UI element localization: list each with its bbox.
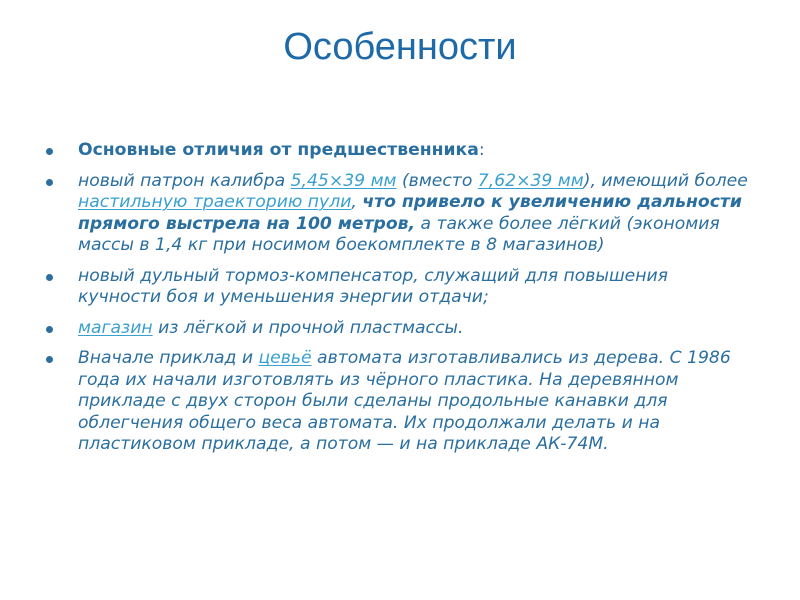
bullet-text: : [478,140,485,160]
slide-title: Особенности [283,26,517,68]
bullet-item [46,171,756,257]
bullet-dot-icon [46,148,53,155]
bullet-list [46,140,756,456]
bullet-dot-icon [46,326,53,333]
bullet-text: новый дульный тормоз-компенсатор, служащий для повышения кучности боя и уменьшения энергии отдачи; [78,265,669,307]
forend-link[interactable]: цевьё [258,348,312,368]
bullet-text: , [351,192,363,212]
bullet-text: Основные отличия от предшественника [78,140,479,160]
bullet-text: из лёгкой и прочной пластмассы. [152,317,464,338]
bullet-text: а также более лёгкий (экономия массы в 1,4 кг при носимом боекомплекте в 8 магазинов) [78,213,720,255]
bullet-item [46,318,756,340]
bullet-dot-icon [46,274,53,281]
bullet-text: ), имеющий более [583,170,748,191]
caliber-link[interactable]: 5,45×39 мм [290,170,397,191]
bullet-dot-icon [46,356,53,363]
bullet-item [46,266,756,309]
magazine-link[interactable]: магазин [78,317,153,338]
old-caliber-link[interactable]: 7,62×39 мм [477,170,584,191]
bullet-item [46,348,756,456]
trajectory-link[interactable]: настильную траекторию пули [78,192,352,212]
bullet-text: новый патрон калибра [78,170,291,191]
bullet-text: (вместо [396,170,478,191]
bullet-text: автомата изготавливались из дерева. С 1986 года их начали изготовлять из чёрного пластика. На деревянном прикладе с двух сторон были сделаны продольные канавки для облегчения общего веса автомата. Их продолжали делать и на пластиковом прикладе, а потом — и на прикладе АК-74М. [78,348,731,454]
bullet-text: Вначале приклад и [78,348,259,368]
bullet-item [46,140,756,162]
bullet-emphasis: что привело к увеличению дальности прямого выстрела на 100 метров, [78,192,742,234]
bullet-dot-icon [46,179,53,186]
